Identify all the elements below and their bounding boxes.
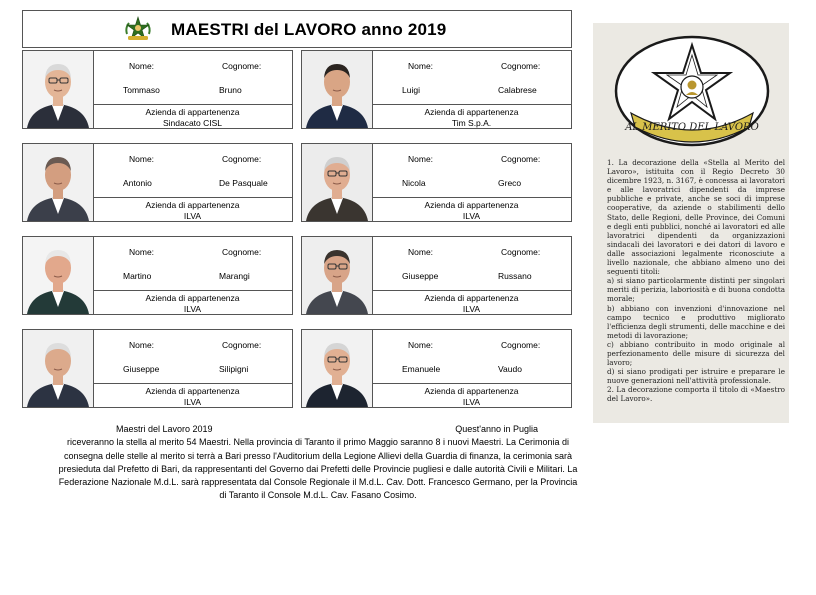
nome-value: Luigi	[402, 85, 420, 95]
article-lead-left: Maestri del Lavoro 2019	[116, 424, 213, 434]
merit-star-emblem-icon	[613, 35, 771, 147]
decree-item-a: a) si siano particolarmente distinti per singolari meriti di perizia, laboriosità e di buona condotta morale;	[607, 276, 785, 304]
cognome-value: Russano	[498, 271, 532, 281]
cognome-label: Cognome:	[501, 247, 541, 257]
person-card	[301, 50, 572, 129]
azienda-value: ILVA	[462, 397, 481, 407]
person-card	[22, 143, 293, 222]
nome-value: Emanuele	[402, 364, 441, 374]
nome-value: Martino	[123, 271, 152, 281]
nome-label: Nome:	[129, 340, 155, 350]
cognome-value: Greco	[498, 178, 522, 188]
nome-label: Nome:	[129, 154, 155, 164]
nome-label: Nome:	[408, 247, 434, 257]
person-card	[22, 236, 293, 315]
azienda-label: Azienda di appartenenza	[145, 107, 240, 117]
card-divider	[372, 290, 571, 291]
person-card	[301, 236, 572, 315]
article-body: riceveranno la stella al merito 54 Maestri. Nella provincia di Taranto il primo Maggio saranno 8 i nuovi Maestri. La Cerimonia di consegna delle stelle al merito si terrà a Bari presso l'Auditorium della Legione Allievi della Guardia di finanza, la cerimonia sarà presieduta dal Prefetto di Bari, da rappresentanti del Governo dai Prefetti delle Provincie pugliesi e dalle autorità Civili e Militari. La Federazione Nazionale M.d.L. sarà rappresentata dal Console Regionale il M.d.L. Cav. Dott. Francesco Germano, per la Provincia di Taranto il Console M.d.L. Cav. Fasano Cosimo.	[58, 437, 578, 501]
nome-label: Nome:	[408, 61, 434, 71]
nome-label: Nome:	[129, 247, 155, 257]
portrait-photo	[23, 330, 94, 407]
decree-item-b: b) abbiano con invenzioni d'innovazione nel campo tecnico e produttivo migliorato l'efficienza degli strumenti, delle macchine e dei metodi di lavorazione;	[607, 303, 785, 340]
azienda-value: ILVA	[183, 211, 202, 221]
decree-paragraph-1: 1. La decorazione della «Stella al Merito del Lavoro», istituita con il Regio Decreto 30 dicembre 1923, n. 3167, è concessa ai lavoratori e alle lavoratrici dipendenti da imprese pubbliche e private, anche se soci di imprese cooperative, da aziende o stabilimenti dello Stato, delle Regioni, delle Province, dei Comuni e degli enti pubblici, nonché ai lavoratori ed alle lavoratrici dipendenti da organizzazioni sindacali dei lavoratori e dei datori di lavoro e dalle associazioni legalmente riconosciute a livello nazionale, che abbiano almeno uno dei seguenti titoli:	[607, 158, 785, 277]
azienda-value: ILVA	[462, 211, 481, 221]
cognome-value: Bruno	[219, 85, 242, 95]
cognome-value: Vaudo	[498, 364, 522, 374]
cognome-label: Cognome:	[501, 61, 541, 71]
person-card	[22, 329, 293, 408]
cognome-value: Silipigni	[219, 364, 249, 374]
nome-value: Antonio	[123, 178, 152, 188]
azienda-value: Sindacato CISL	[162, 118, 223, 128]
emblem-ribbon-text: AL MERITO DEL LAVORO	[625, 122, 759, 133]
card-divider	[93, 290, 292, 291]
portrait-photo	[23, 144, 94, 221]
decree-item-c: c) abbiano contribuito in modo originale al perfezionamento delle misure di sicurezza del lavoro;	[607, 339, 785, 368]
azienda-value: ILVA	[183, 304, 202, 314]
nome-value: Tommaso	[123, 85, 160, 95]
nome-value: Giuseppe	[123, 364, 160, 374]
cognome-label: Cognome:	[501, 154, 541, 164]
card-divider	[372, 197, 571, 198]
cognome-label: Cognome:	[222, 61, 262, 71]
card-divider	[372, 104, 571, 105]
portrait-photo	[23, 237, 94, 314]
nome-label: Nome:	[408, 154, 434, 164]
nome-value: Giuseppe	[402, 271, 439, 281]
card-divider	[93, 383, 292, 384]
azienda-label: Azienda di appartenenza	[145, 200, 240, 210]
nome-label: Nome:	[129, 61, 155, 71]
article-text	[58, 423, 578, 503]
azienda-label: Azienda di appartenenza	[145, 386, 240, 396]
title-box	[22, 10, 572, 48]
card-divider	[93, 104, 292, 105]
azienda-label: Azienda di appartenenza	[424, 107, 519, 117]
page-title: MAESTRI del LAVORO anno 2019	[171, 20, 447, 39]
azienda-value: ILVA	[183, 397, 202, 407]
person-card	[301, 329, 572, 408]
portrait-photo	[302, 237, 373, 314]
azienda-label: Azienda di appartenenza	[424, 293, 519, 303]
portrait-photo	[23, 51, 94, 128]
decree-text	[607, 158, 785, 404]
azienda-label: Azienda di appartenenza	[424, 386, 519, 396]
nome-label: Nome:	[408, 340, 434, 350]
cognome-value: Marangi	[219, 271, 250, 281]
nome-value: Nicola	[402, 178, 426, 188]
article-lead-right: Quest'anno in Puglia	[455, 424, 538, 434]
portrait-photo	[302, 51, 373, 128]
decree-paragraph-2: 2. La decorazione comporta il titolo di «Maestro del Lavoro».	[607, 385, 785, 404]
card-divider	[93, 197, 292, 198]
cognome-value: De Pasquale	[219, 178, 268, 188]
decree-scan	[593, 23, 789, 423]
cognome-label: Cognome:	[222, 340, 262, 350]
star-laurel-emblem-icon	[123, 14, 153, 44]
azienda-value: ILVA	[462, 304, 481, 314]
cognome-value: Calabrese	[498, 85, 537, 95]
azienda-value: Tim S.p.A.	[451, 118, 492, 128]
card-divider	[372, 383, 571, 384]
portrait-photo	[302, 330, 373, 407]
azienda-label: Azienda di appartenenza	[145, 293, 240, 303]
person-card	[22, 50, 293, 129]
cognome-label: Cognome:	[501, 340, 541, 350]
portrait-photo	[302, 144, 373, 221]
azienda-label: Azienda di appartenenza	[424, 200, 519, 210]
decree-item-d: d) si siano prodigati per istruire e preparare le nuove generazioni nell'attività professionale.	[607, 367, 785, 386]
cognome-label: Cognome:	[222, 247, 262, 257]
cognome-label: Cognome:	[222, 154, 262, 164]
person-card	[301, 143, 572, 222]
